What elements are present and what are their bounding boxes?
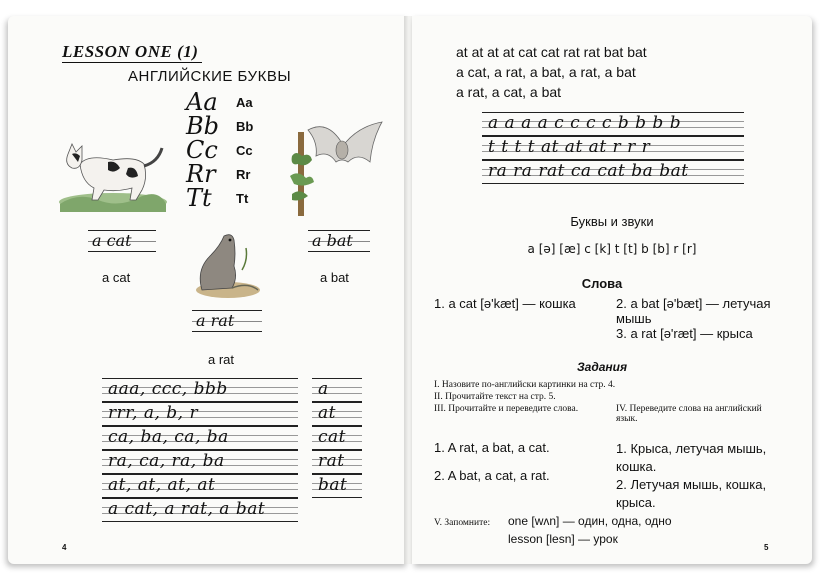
- reading-line: a rat, a cat, a bat: [456, 84, 562, 100]
- word-1: 1. a cat [ə'kæt] — кошка: [434, 296, 576, 311]
- practice-text: a: [318, 379, 329, 399]
- bat-writing-box: [308, 230, 370, 252]
- practice-line: [102, 426, 298, 450]
- script-practice-lines: [482, 112, 744, 184]
- rat-illustration: [192, 230, 262, 300]
- ex4-1: 1. Крыса, летучая мышь, кошка.: [616, 441, 767, 474]
- script-letter: Aa: [186, 88, 218, 116]
- practice-line: [312, 378, 362, 402]
- remember-label: V. Запомните:: [434, 518, 491, 528]
- ex4-2: 2. Летучая мышь, кошка, крыса.: [616, 477, 767, 510]
- practice-line: [312, 474, 362, 498]
- practice-text: ra ra rat ca cat ba bat: [488, 161, 689, 181]
- letter-row: [186, 138, 266, 162]
- sounds-title: Буквы и звуки: [570, 214, 654, 229]
- print-letter: Cc: [236, 142, 253, 158]
- practice-text: at, at, at, at: [108, 475, 216, 495]
- right-page: [412, 16, 812, 564]
- practice-text: rrr, a, b, r: [108, 403, 199, 423]
- bat-script-word: a bat: [312, 231, 353, 250]
- rat-caption: a rat: [208, 352, 235, 367]
- lesson-title: LESSON ONE (1): [62, 42, 202, 63]
- alphabet-table: [186, 90, 266, 210]
- practice-text: a a a a c c c c b b b b: [488, 113, 682, 133]
- script-letter: Bb: [186, 112, 219, 140]
- practice-text: aaa, ccc, bbb: [108, 379, 228, 399]
- cat-caption: a cat: [102, 270, 131, 285]
- open-book: [8, 16, 812, 564]
- reading-line: at at at at cat cat rat rat bat bat: [456, 44, 647, 60]
- practice-line: [482, 136, 744, 160]
- practice-text: ra, ca, ra, ba: [108, 451, 225, 471]
- handwriting-side-lines: [312, 378, 362, 498]
- rat-writing-box: [192, 310, 262, 332]
- script-letter: Rr: [186, 160, 216, 188]
- practice-text: a cat, a rat, a bat: [108, 499, 266, 519]
- reading-lines: [456, 42, 796, 102]
- words-title: Слова: [581, 276, 623, 291]
- practice-line: [312, 426, 362, 450]
- page-number-left: 4: [62, 543, 67, 552]
- practice-line: [102, 450, 298, 474]
- letter-row: [186, 114, 266, 138]
- remember-1: one [wʌn] — один, одна, одно: [508, 514, 672, 528]
- print-letter: Tt: [236, 190, 249, 206]
- task-3: III. Прочитайте и переведите слова.: [434, 404, 579, 414]
- script-letter: Tt: [186, 184, 212, 212]
- print-letter: Aa: [236, 94, 253, 110]
- practice-line: [102, 378, 298, 402]
- letter-row: [186, 90, 266, 114]
- task-2: II. Прочитайте текст на стр. 5.: [434, 392, 556, 402]
- ex3-1: 1. A rat, a bat, a cat.: [434, 440, 550, 455]
- practice-line: [312, 402, 362, 426]
- page-number-right: 5: [764, 543, 769, 552]
- practice-line: [482, 112, 744, 136]
- practice-line: [102, 498, 298, 522]
- practice-line: [102, 474, 298, 498]
- bat-caption: a bat: [320, 270, 349, 285]
- practice-text: rat: [318, 451, 345, 471]
- tasks-title: Задания: [576, 360, 628, 374]
- word-2: 2. a bat [ə'bæt] — летучая мышь: [616, 296, 771, 326]
- remember-2: lesson [lesn] — урок: [508, 532, 618, 546]
- word-3: 3. a rat [ə'ræt] — крыса: [616, 326, 753, 341]
- practice-text: t t t t at at at r r r: [488, 137, 651, 157]
- practice-line: [482, 160, 744, 184]
- task-4: IV. Переведите слова на английский язык.: [616, 404, 762, 424]
- ex3-2: 2. A bat, a cat, a rat.: [434, 468, 550, 483]
- section-title: АНГЛИЙСКИЕ БУКВЫ: [128, 68, 292, 85]
- task-1: I. Назовите по-английски картинки на стр. 4.: [434, 380, 616, 390]
- handwriting-practice-lines: [102, 378, 298, 522]
- practice-line: [102, 402, 298, 426]
- script-letter: Cc: [186, 136, 218, 164]
- cat-illustration: [58, 134, 168, 212]
- rat-script-word: a rat: [196, 311, 235, 330]
- letter-row: [186, 162, 266, 186]
- reading-line: a cat, a rat, a bat, a rat, a bat: [456, 64, 636, 80]
- print-letter: Rr: [236, 166, 251, 182]
- practice-line: [312, 450, 362, 474]
- bat-illustration: [286, 116, 386, 216]
- letter-row: [186, 186, 266, 210]
- practice-text: cat: [318, 427, 346, 447]
- cat-writing-box: [88, 230, 156, 252]
- practice-text: at: [318, 403, 336, 423]
- practice-text: bat: [318, 475, 348, 495]
- left-page: [8, 16, 408, 564]
- practice-text: ca, ba, ca, ba: [108, 427, 229, 447]
- cat-script-word: a cat: [92, 231, 132, 250]
- print-letter: Bb: [236, 118, 254, 134]
- sounds-line: a [ə] [æ] c [k] t [t] b [b] r [r]: [527, 242, 697, 256]
